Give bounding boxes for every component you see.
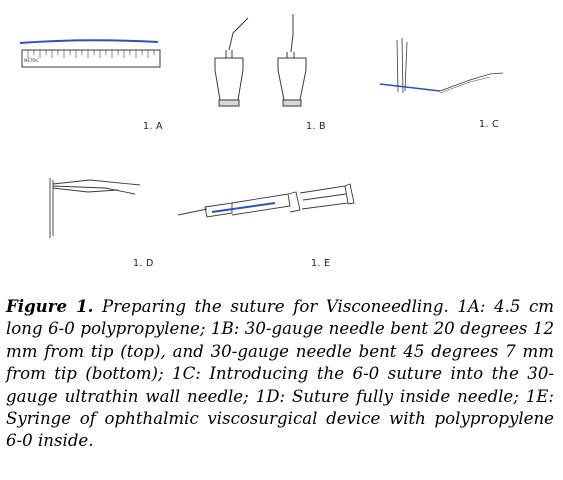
panel-1e-drawing [178, 184, 354, 217]
panel-label-1d: 1. D [133, 258, 154, 269]
ruler [22, 50, 160, 67]
panel-1b-drawing [215, 14, 306, 106]
panel-label-1c: 1. C [479, 119, 499, 130]
panel-label-1e: 1. E [311, 258, 331, 269]
suture-strand-1a [20, 40, 158, 43]
bent-needle-1 [229, 18, 248, 50]
bent-needle-2 [291, 14, 293, 52]
figure-caption-text: Preparing the suture for Visconeedling. 1A: 4.5 cm long 6-0 polypropylene; 1B: 30-gauge needle bent 20 degrees 12 mm from tip (top), and 30-gauge needle bent 45 degrees 7 mm from tip (bottom); 1C: Introducing the 6-0 suture into the 30-gauge ultrathin wall needle; 1D: Suture fully inside needle; 1E: Syringe of ophthalmic viscosurgical device with polypropylene 6-0 inside. [6, 297, 555, 451]
figure-caption [6, 295, 554, 453]
panel-1c-drawing [380, 38, 503, 93]
panel-label-1a: 1. A [143, 121, 163, 132]
panel-label-1b: 1. B [306, 121, 326, 132]
panel-1a-drawing [20, 40, 160, 67]
panel-1d-drawing [50, 178, 140, 238]
ruler-text: METRIC [24, 58, 40, 63]
figure-caption-lead: Figure 1. [6, 296, 94, 316]
